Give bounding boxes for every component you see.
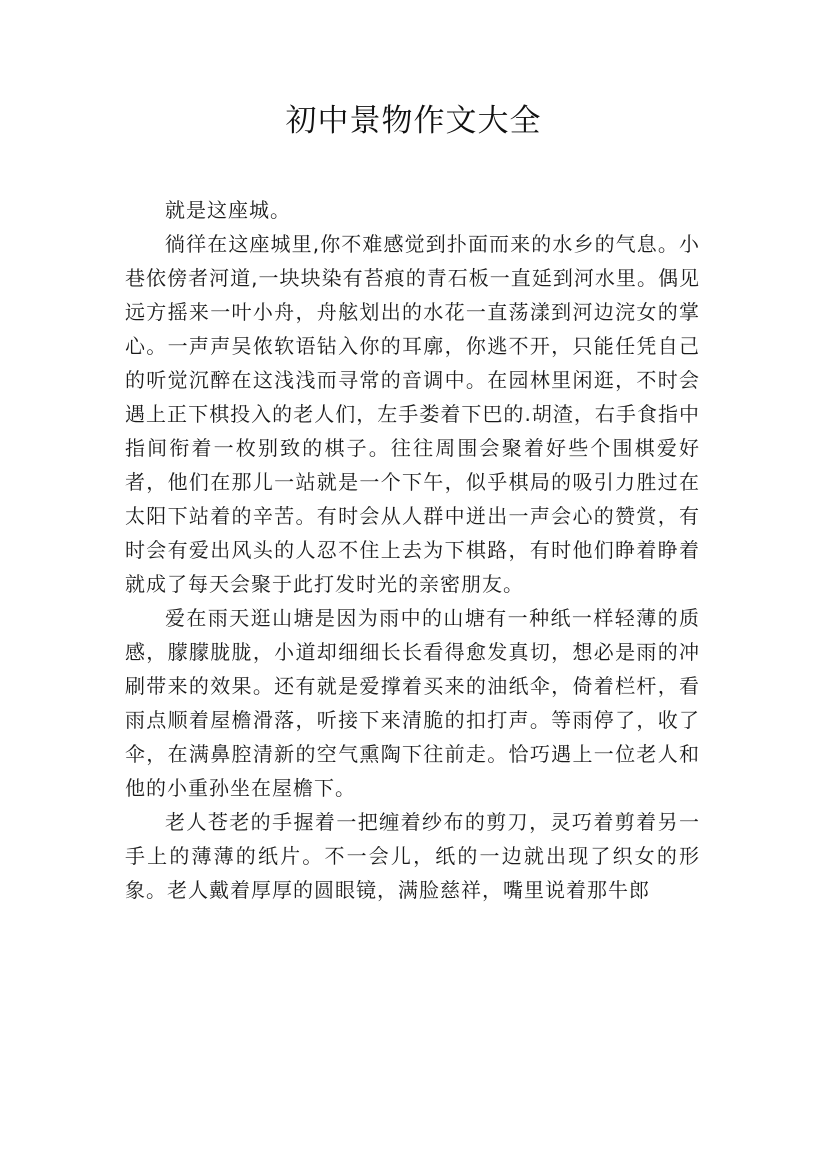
paragraph: 老人苍老的手握着一把缠着纱布的剪刀，灵巧着剪着另一手上的薄薄的纸片。不一会儿，纸的一边就出现了织女的形象。老人戴着厚厚的圆眼镜，满脸慈祥，嘴里说着那牛郎 [125, 810, 700, 902]
document-title: 初中景物作文大全 [285, 103, 542, 139]
document-body [125, 193, 700, 907]
paragraph: 爱在雨天逛山塘是因为雨中的山塘有一种纸一样轻薄的质感，朦朦胧胧，小道却细细长长看得愈发真切，想必是雨的冲刷带来的效果。还有就是爱撑着买来的油纸伞，倚着栏杆，看雨点顺着屋檐滑落，听接下来清脆的扣打声。等雨停了，收了伞，在满鼻腔清新的空气熏陶下往前走。恰巧遇上一位老人和他的小重孙坐在屋檐下。 [125, 606, 700, 800]
paragraph: 徜徉在这座城里,你不难感觉到扑面而来的水乡的气息。小巷依傍者河道,一块块染有苔痕的青石板一直延到河水里。偶见远方摇来一叶小舟，舟舷划出的水花一直荡漾到河边浣女的掌心。一声声吴侬软语钻入你的耳廓，你逃不开，只能任凭自己的听觉沉醉在这浅浅而寻常的音调中。在园林里闲逛，不时会遇上正下棋投入的老人们，左手娄着下巴的.胡渣，右手食指中指间衔着一枚别致的棋子。往往周围会聚着好些个围棋爱好者，他们在那儿一站就是一个下午，似乎棋局的吸引力胜过在太阳下站着的辛苦。有时会从人群中迸出一声会心的赞赏，有时会有爱出风头的人忍不住上去为下棋路，有时他们睁着睁着就成了每天会聚于此打发时光的亲密朋友。 [125, 232, 700, 596]
paragraph: 就是这座城。 [165, 198, 291, 222]
